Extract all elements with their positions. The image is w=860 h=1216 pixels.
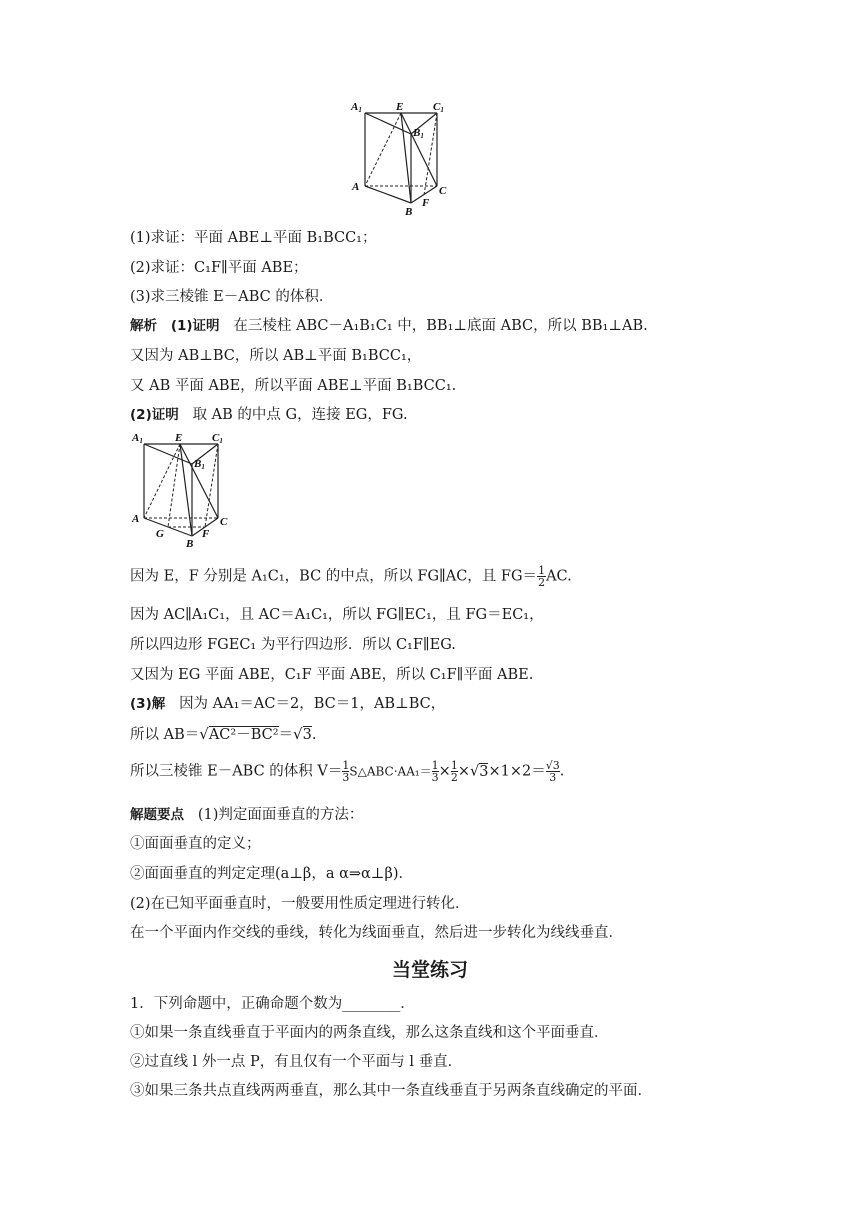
svg-text:F: F <box>422 197 430 209</box>
fraction-half: $\frac{1}{2}$ <box>538 564 546 589</box>
practice-question-1: 1．下列命题中，正确命题个数为________． <box>130 996 415 1012</box>
prism-figure-1 <box>345 98 455 220</box>
solution-line-8: 又因为 EG 平面 ABE，C₁F 平面 ABE，所以 C₁F∥平面 ABE. <box>130 667 534 683</box>
solution-part1-line: 解析 (1)证明 在三棱柱 ABC－A₁B₁C₁ 中，BB₁⊥底面 ABC，所以 BB₁⊥AB. <box>130 318 648 334</box>
solution-part3-line: (3)解 因为 AA₁＝AC＝2，BC＝1，AB⊥BC， <box>130 696 446 712</box>
svg-text:B1: B1 <box>413 127 424 140</box>
key-point-2: ②面面垂直的判定定理(a⊥β，a α⇒α⊥β)． <box>130 866 413 882</box>
svg-text:A: A <box>352 181 360 193</box>
svg-text:C1: C1 <box>212 432 223 445</box>
key-point-1: ①面面垂直的定义； <box>130 836 261 852</box>
practice-statement-1: ①如果一条直线垂直于平面内的两条直线，那么这条直线和这个平面垂直． <box>130 1025 609 1041</box>
question-3: (3)求三棱锥 E－ABC 的体积． <box>130 289 334 305</box>
svg-text:C1: C1 <box>433 101 444 114</box>
solution-line-6: 因为 AC∥A₁C₁，且 AC＝A₁C₁，所以 FG∥EC₁，且 FG＝EC₁， <box>130 607 544 623</box>
solution-label: 解析 <box>130 318 157 334</box>
key-point-4: 在一个平面内作交线的垂线，转化为线面垂直，然后进一步转化为线线垂直． <box>130 925 623 941</box>
key-point-3: (2)在已知平面垂直时，一般要用性质定理进行转化． <box>130 896 470 912</box>
question-1: (1)求证：平面 ABE⊥平面 B₁BCC₁； <box>130 230 377 246</box>
part2-proof-label: (2)证明 <box>130 407 179 423</box>
question-2: (2)求证：C₁F∥平面 ABE； <box>130 260 308 276</box>
solution-line-11: 所以三棱锥 E－ABC 的体积 V＝ $\frac{1}{3}$ S△ABC·AA₁＝ $\frac{1}{3}$ × $\frac{1}{2}$ ×√3×1×2＝ $\frac{√3}{3}$ . <box>130 759 565 784</box>
section-title: 当堂练习 <box>391 959 468 981</box>
edge-a1-b1 <box>365 113 411 134</box>
solution-line-3: 又 AB 平面 ABE，所以平面 ABE⊥平面 B₁BCC₁. <box>130 378 457 394</box>
edge-e-a-hidden <box>365 113 401 186</box>
edge-e-b <box>401 113 411 203</box>
svg-text:F: F <box>202 528 210 540</box>
practice-statement-3: ③如果三条共点直线两两垂直，那么其中一条直线垂直于另两条直线确定的平面． <box>130 1083 652 1099</box>
key-points-label: 解题要点 <box>130 807 184 823</box>
solution-line-2: 又因为 AB⊥BC，所以 AB⊥平面 B₁BCC₁， <box>130 348 422 364</box>
svg-text:E: E <box>175 432 183 444</box>
svg-text:A1: A1 <box>351 101 362 114</box>
svg-text:B: B <box>186 538 194 550</box>
solution-line-5: 因为 E，F 分别是 A₁C₁，BC 的中点，所以 FG∥AC，且 FG＝ $\frac{1}{2}$ AC. <box>130 564 572 589</box>
svg-text:C: C <box>220 516 228 528</box>
svg-text:E: E <box>396 101 404 113</box>
svg-text:B1: B1 <box>194 458 205 471</box>
prism-figure-2 <box>128 430 232 550</box>
edge-a-b <box>365 186 411 203</box>
svg-text:G: G <box>156 528 164 540</box>
part1-proof-label: (1)证明 <box>170 318 220 334</box>
solution-line-10: 所以 AB＝√AC²－BC²＝√3. <box>130 725 317 743</box>
practice-statement-2: ②过直线 l 外一点 P，有且仅有一个平面与 l 垂直． <box>130 1054 463 1070</box>
svg-text:B: B <box>405 206 413 218</box>
svg-text:C: C <box>439 185 447 197</box>
solution-part2-line: (2)证明 取 AB 的中点 G，连接 EG，FG. <box>130 407 408 423</box>
key-points-line: 解题要点 (1)判定面面垂直的方法： <box>130 807 364 823</box>
svg-text:A: A <box>132 513 140 525</box>
solution-line-7: 所以四边形 FGEC₁ 为平行四边形．所以 C₁F∥EG. <box>130 637 456 653</box>
part3-solution-label: (3)解 <box>130 696 166 712</box>
svg-text:A1: A1 <box>132 432 143 445</box>
